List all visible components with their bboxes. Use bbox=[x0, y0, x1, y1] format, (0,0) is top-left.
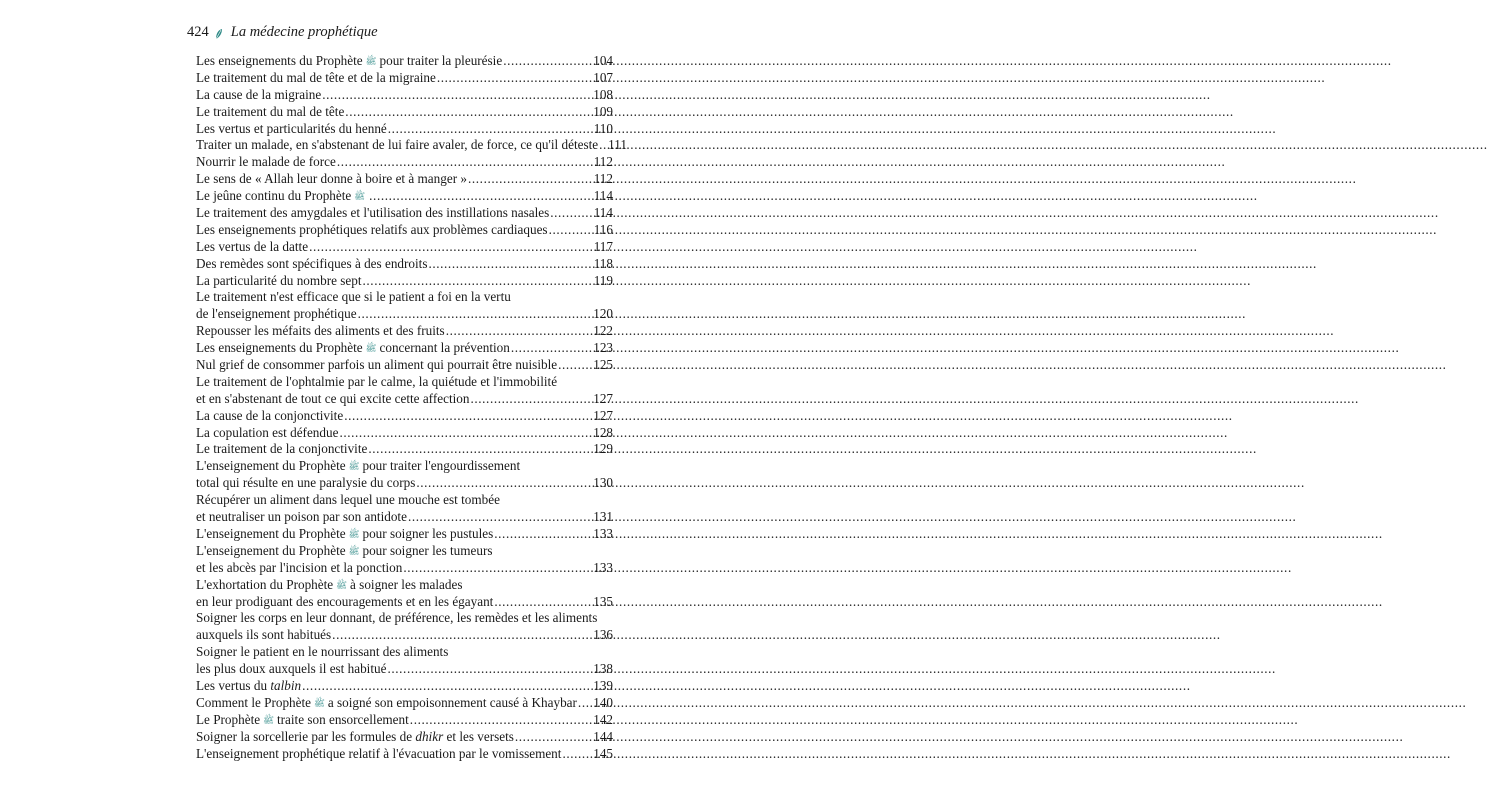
toc-line bbox=[196, 289, 613, 306]
dot-leader bbox=[599, 137, 607, 154]
dot-leader bbox=[511, 340, 592, 357]
toc-entry-title bbox=[196, 357, 557, 374]
entry-text: Soigner les corps en leur donnant, de préférence, les remèdes et les aliments bbox=[196, 610, 598, 626]
salla-calligraphy-icon: ﷺ bbox=[348, 461, 360, 472]
entry-text: Soigner la sorcellerie par les formules de bbox=[196, 728, 416, 744]
entry-text: Nul grief de consommer parfois un aliment qui pourrait être nuisible bbox=[196, 357, 558, 373]
dot-leader bbox=[515, 729, 592, 746]
dot-leader bbox=[446, 323, 593, 340]
toc-entry bbox=[196, 70, 613, 87]
dot-leader bbox=[468, 171, 593, 188]
toc-entry-title bbox=[196, 458, 520, 476]
toc-entry-title bbox=[196, 323, 445, 340]
toc-page-number: 133 bbox=[593, 525, 613, 541]
entry-text: Les enseignements du Prophète bbox=[196, 53, 363, 68]
toc-entry bbox=[196, 678, 613, 695]
entry-text: Le jeûne continu du Prophète bbox=[196, 188, 352, 204]
toc-line bbox=[196, 239, 613, 256]
salla-calligraphy-icon: ﷺ bbox=[348, 545, 360, 556]
dot-leader bbox=[550, 205, 592, 222]
toc-entry bbox=[196, 239, 613, 256]
toc-entry bbox=[196, 712, 613, 729]
entry-text: en leur prodiguant des encouragements et en les égayant bbox=[196, 593, 494, 609]
dot-leader bbox=[558, 357, 592, 374]
toc-line bbox=[196, 340, 613, 357]
toc-entry-title bbox=[196, 340, 510, 358]
entry-text: Le traitement de l'ophtalmie par le calme, la quiétude et l'immobilité bbox=[196, 373, 558, 389]
toc-page-number: 116 bbox=[593, 221, 613, 237]
toc-page-number: 112 bbox=[593, 154, 613, 170]
toc-line bbox=[196, 712, 613, 729]
entry-text: Le traitement des amygdales et l'utilisation des instillations nasales bbox=[196, 205, 550, 221]
toc-page-number: 114 bbox=[593, 188, 613, 204]
toc-line bbox=[196, 104, 613, 121]
toc-entry bbox=[196, 458, 613, 492]
entry-text: et les versets bbox=[443, 728, 514, 744]
toc-page-number: 131 bbox=[593, 509, 613, 525]
toc-entry bbox=[196, 526, 613, 543]
toc-entry-title bbox=[196, 644, 448, 661]
dot-leader bbox=[332, 627, 592, 644]
dot-leader bbox=[369, 188, 593, 205]
entry-text: Nourrir le malade de force bbox=[196, 154, 336, 170]
toc-line bbox=[196, 644, 613, 661]
toc-entry bbox=[196, 137, 627, 154]
entry-text: pour soigner les tumeurs bbox=[362, 542, 493, 558]
toc-entry bbox=[196, 53, 613, 70]
toc-page-number: 120 bbox=[593, 306, 613, 322]
toc-entry bbox=[196, 425, 613, 442]
dot-leader bbox=[309, 239, 593, 256]
toc-line bbox=[196, 441, 613, 458]
toc-entry-title bbox=[196, 627, 331, 644]
toc-entry-title bbox=[196, 70, 436, 87]
toc-line bbox=[196, 729, 613, 746]
dot-leader bbox=[428, 256, 592, 273]
dot-leader bbox=[494, 526, 592, 543]
entry-text: Le sens de « Allah leur donne à boire et à manger » bbox=[196, 171, 467, 187]
dot-leader bbox=[408, 509, 592, 526]
toc-page-number: 144 bbox=[593, 728, 613, 744]
toc-entry-title bbox=[196, 273, 362, 290]
toc-entry bbox=[196, 121, 613, 138]
page-number: 424 bbox=[187, 24, 209, 40]
book-title: La médecine prophétique bbox=[230, 24, 378, 40]
dot-leader bbox=[388, 121, 593, 138]
toc-entry-title bbox=[196, 289, 511, 306]
toc-line bbox=[196, 526, 613, 543]
toc-entry bbox=[196, 746, 613, 763]
toc-line bbox=[196, 154, 613, 171]
entry-text: Le traitement du mal de tête bbox=[196, 103, 345, 119]
toc-line bbox=[196, 509, 613, 526]
toc-page-number: 130 bbox=[593, 475, 613, 491]
running-header bbox=[187, 24, 378, 41]
entry-text: à soigner les malades bbox=[350, 576, 463, 592]
entry-text: pour soigner les pustules bbox=[362, 525, 494, 541]
italic-term: dhikr bbox=[415, 728, 444, 744]
toc-entry bbox=[196, 323, 613, 340]
toc-entry bbox=[196, 441, 613, 458]
dot-leader bbox=[403, 560, 592, 577]
entry-text: L'exhortation du Prophète bbox=[196, 576, 334, 592]
entry-text: auxquels ils sont habitués bbox=[196, 627, 332, 643]
toc-line bbox=[196, 577, 613, 594]
dot-leader bbox=[358, 306, 593, 323]
toc-line bbox=[196, 323, 613, 340]
toc-line bbox=[196, 306, 613, 323]
toc-page-number: 135 bbox=[593, 593, 613, 609]
toc-entry bbox=[196, 171, 613, 188]
toc-entry bbox=[196, 695, 613, 712]
entry-text: et les abcès par l'incision et la ponction bbox=[196, 559, 403, 575]
toc-page-number: 127 bbox=[593, 390, 613, 406]
toc-page-number: 136 bbox=[593, 627, 613, 643]
toc-page-number: 119 bbox=[593, 272, 613, 288]
toc-entry-title bbox=[196, 222, 548, 239]
salla-calligraphy-icon: ﷺ bbox=[365, 343, 377, 354]
dot-leader bbox=[387, 661, 592, 678]
toc-page-number: 111 bbox=[608, 137, 627, 153]
toc-entry-title bbox=[196, 121, 387, 138]
entry-text: les plus doux auxquels il est habitué bbox=[196, 661, 387, 677]
toc-entry-title bbox=[196, 53, 502, 71]
entry-text: Récupérer un aliment dans lequel une mouche est tombée bbox=[196, 492, 500, 508]
toc-page-number: 104 bbox=[593, 53, 613, 68]
toc-entry bbox=[196, 644, 613, 678]
toc-entry bbox=[196, 104, 613, 121]
toc-page-number: 117 bbox=[593, 238, 613, 254]
entry-text: Les enseignements prophétiques relatifs aux problèmes cardiaques bbox=[196, 221, 548, 237]
toc-page-number: 142 bbox=[593, 711, 613, 727]
entry-text: Des remèdes sont spécifiques à des endroits bbox=[196, 255, 428, 271]
toc-line bbox=[196, 475, 613, 492]
dot-leader bbox=[344, 408, 592, 425]
leaf-ornament-icon bbox=[215, 28, 223, 40]
entry-text: La cause de la migraine bbox=[196, 86, 322, 102]
toc-page-number: 133 bbox=[593, 559, 613, 575]
entry-text: L'enseignement prophétique relatif à l'évacuation par le vomissement bbox=[196, 745, 562, 761]
entry-text: pour traiter l'engourdissement bbox=[362, 458, 521, 474]
dot-leader bbox=[503, 53, 592, 70]
dot-leader bbox=[410, 712, 592, 729]
entry-text: Le traitement de la conjonctivite bbox=[196, 441, 368, 457]
dot-leader bbox=[363, 273, 593, 290]
dot-leader bbox=[562, 746, 592, 763]
toc-line bbox=[196, 746, 613, 763]
toc-line bbox=[196, 171, 613, 188]
toc-entry bbox=[196, 188, 613, 205]
entry-text: L'enseignement du Prophète bbox=[196, 525, 346, 541]
dot-leader bbox=[322, 87, 592, 104]
toc-page-number: 109 bbox=[593, 103, 613, 119]
toc-entry-title bbox=[196, 239, 308, 256]
toc-entry-title bbox=[196, 594, 493, 611]
toc-entry bbox=[196, 222, 613, 239]
toc-line bbox=[196, 408, 613, 425]
toc-line bbox=[196, 70, 613, 87]
entry-text: Les enseignements du Prophète bbox=[196, 340, 363, 356]
toc-page-number: 125 bbox=[593, 357, 613, 373]
toc-entry bbox=[196, 577, 613, 611]
toc-entry bbox=[196, 729, 613, 746]
toc-entry-title bbox=[196, 441, 367, 458]
toc-line bbox=[196, 458, 613, 475]
dot-leader bbox=[339, 425, 592, 442]
entry-text: Le Prophète bbox=[196, 711, 261, 727]
toc-entry bbox=[196, 357, 613, 374]
dot-leader bbox=[368, 441, 592, 458]
italic-term: talbin bbox=[270, 677, 302, 693]
toc-line bbox=[196, 594, 613, 611]
dot-leader bbox=[549, 222, 593, 239]
toc-line bbox=[196, 357, 613, 374]
toc-entry bbox=[196, 256, 613, 273]
entry-text: Le traitement n'est efficace que si le patient a foi en la vertu bbox=[196, 289, 511, 305]
toc-entry bbox=[196, 154, 613, 171]
entry-text: L'enseignement du Prophète bbox=[196, 458, 346, 474]
entry-text: total qui résulte en une paralysie du corps bbox=[196, 475, 416, 491]
toc-entry-title bbox=[196, 256, 427, 273]
toc-page-number: 139 bbox=[593, 677, 613, 693]
toc-entry bbox=[196, 273, 613, 290]
entry-text: Les vertus du bbox=[196, 677, 271, 693]
toc-line bbox=[196, 543, 613, 560]
toc-entry bbox=[196, 205, 613, 222]
toc-entry-title bbox=[196, 171, 467, 188]
toc-line bbox=[196, 425, 613, 442]
toc-line bbox=[196, 627, 613, 644]
toc-entry-title bbox=[196, 492, 500, 509]
toc-entry-title bbox=[196, 746, 561, 763]
toc-page-number: 110 bbox=[593, 120, 613, 136]
toc-entry-title bbox=[196, 678, 301, 695]
toc-entry-title bbox=[196, 374, 557, 391]
toc-line bbox=[196, 137, 627, 154]
entry-text: de l'enseignement prophétique bbox=[196, 306, 357, 322]
entry-text: et en s'abstenant de tout ce qui excite cette affection bbox=[196, 390, 470, 406]
toc-page-number: 108 bbox=[593, 86, 613, 102]
toc-entry-title bbox=[196, 577, 462, 595]
table-of-contents bbox=[196, 53, 627, 762]
dot-leader bbox=[302, 678, 592, 695]
toc-entry-title bbox=[196, 560, 402, 577]
toc-page-number: 122 bbox=[593, 323, 613, 339]
salla-calligraphy-icon: ﷺ bbox=[365, 56, 377, 66]
entry-text: Les vertus de la datte bbox=[196, 238, 309, 254]
toc-line bbox=[196, 87, 613, 104]
entry-text: Soigner le patient en le nourrissant des aliments bbox=[196, 644, 449, 660]
toc-page-number: 123 bbox=[593, 340, 613, 356]
toc-line bbox=[196, 121, 613, 138]
entry-text: Le traitement du mal de tête et de la migraine bbox=[196, 69, 436, 85]
toc-entry-title bbox=[196, 509, 407, 526]
entry-text: traite son ensorcellement bbox=[276, 711, 409, 727]
entry-text: Comment le Prophète bbox=[196, 694, 312, 710]
salla-calligraphy-icon: ﷺ bbox=[354, 191, 366, 202]
toc-line bbox=[196, 205, 613, 222]
dot-leader bbox=[416, 475, 592, 492]
entry-text: Repousser les méfaits des aliments et des fruits bbox=[196, 323, 445, 339]
toc-entry-title bbox=[196, 661, 386, 678]
dot-leader bbox=[470, 391, 592, 408]
toc-line bbox=[196, 678, 613, 695]
toc-entry bbox=[196, 87, 613, 104]
toc-entry-title bbox=[196, 306, 357, 323]
toc-entry-title bbox=[196, 391, 469, 408]
toc-entry-title bbox=[196, 205, 549, 222]
toc-page-number: 118 bbox=[593, 255, 613, 271]
toc-line bbox=[196, 695, 613, 712]
entry-text: et neutraliser un poison par son antidote bbox=[196, 509, 407, 525]
toc-line bbox=[196, 492, 613, 509]
toc-page-number: 127 bbox=[593, 407, 613, 423]
toc-entry-title bbox=[196, 729, 514, 746]
toc-line bbox=[196, 188, 613, 205]
toc-entry-title bbox=[196, 543, 493, 561]
salla-calligraphy-icon: ﷺ bbox=[336, 579, 348, 590]
toc-line bbox=[196, 374, 613, 391]
dot-leader bbox=[494, 594, 592, 611]
toc-entry-title bbox=[196, 475, 415, 492]
entry-text: Les vertus et particularités du henné bbox=[196, 120, 387, 136]
toc-entry-title bbox=[196, 104, 344, 121]
toc-page-number: 145 bbox=[593, 745, 613, 761]
toc-entry-title bbox=[196, 137, 598, 154]
entry-text: pour traiter la pleurésie bbox=[379, 53, 503, 68]
toc-page-number: 128 bbox=[593, 424, 613, 440]
entry-text: La cause de la conjonctivite bbox=[196, 407, 344, 423]
toc-entry bbox=[196, 374, 613, 408]
entry-text: a soigné son empoisonnement causé à Khaybar bbox=[327, 694, 577, 710]
toc-line bbox=[196, 560, 613, 577]
dot-leader bbox=[337, 154, 593, 171]
toc-line bbox=[196, 391, 613, 408]
entry-text: L'enseignement du Prophète bbox=[196, 542, 346, 558]
dot-leader bbox=[345, 104, 592, 121]
toc-entry-title bbox=[196, 87, 321, 104]
toc-entry bbox=[196, 492, 613, 526]
toc-entry-title bbox=[196, 408, 343, 425]
salla-calligraphy-icon: ﷺ bbox=[263, 714, 274, 725]
toc-line bbox=[196, 222, 613, 239]
toc-entry bbox=[196, 408, 613, 425]
toc-line bbox=[196, 256, 613, 273]
toc-page-number: 129 bbox=[593, 441, 613, 457]
toc-line bbox=[196, 610, 613, 627]
toc-page-number: 138 bbox=[593, 661, 613, 677]
entry-text: concernant la prévention bbox=[379, 340, 510, 356]
dot-leader bbox=[578, 695, 592, 712]
toc-line bbox=[196, 661, 613, 678]
toc-entry bbox=[196, 610, 613, 644]
toc-page-number: 140 bbox=[593, 694, 613, 710]
toc-entry bbox=[196, 340, 613, 357]
toc-page-number: 114 bbox=[593, 205, 613, 221]
toc-entry-title bbox=[196, 610, 597, 627]
toc-page-number: 112 bbox=[593, 171, 613, 187]
toc-entry-title bbox=[196, 695, 577, 713]
toc-entry-title bbox=[196, 526, 493, 544]
toc-entry bbox=[196, 289, 613, 323]
entry-text: Traiter un malade, en s'abstenant de lui faire avaler, de force, ce qu'il déteste bbox=[196, 137, 599, 153]
salla-calligraphy-icon: ﷺ bbox=[314, 697, 325, 708]
toc-line bbox=[196, 53, 613, 70]
toc-entry-title bbox=[196, 188, 368, 206]
entry-text: La copulation est défendue bbox=[196, 424, 339, 440]
toc-entry-title bbox=[196, 154, 336, 171]
salla-calligraphy-icon: ﷺ bbox=[348, 528, 360, 539]
toc-line bbox=[196, 273, 613, 290]
toc-entry-title bbox=[196, 425, 338, 442]
dot-leader bbox=[437, 70, 592, 87]
toc-entry bbox=[196, 543, 613, 577]
toc-page-number: 107 bbox=[593, 69, 613, 85]
toc-entry-title bbox=[196, 712, 409, 730]
entry-text: La particularité du nombre sept bbox=[196, 272, 362, 288]
